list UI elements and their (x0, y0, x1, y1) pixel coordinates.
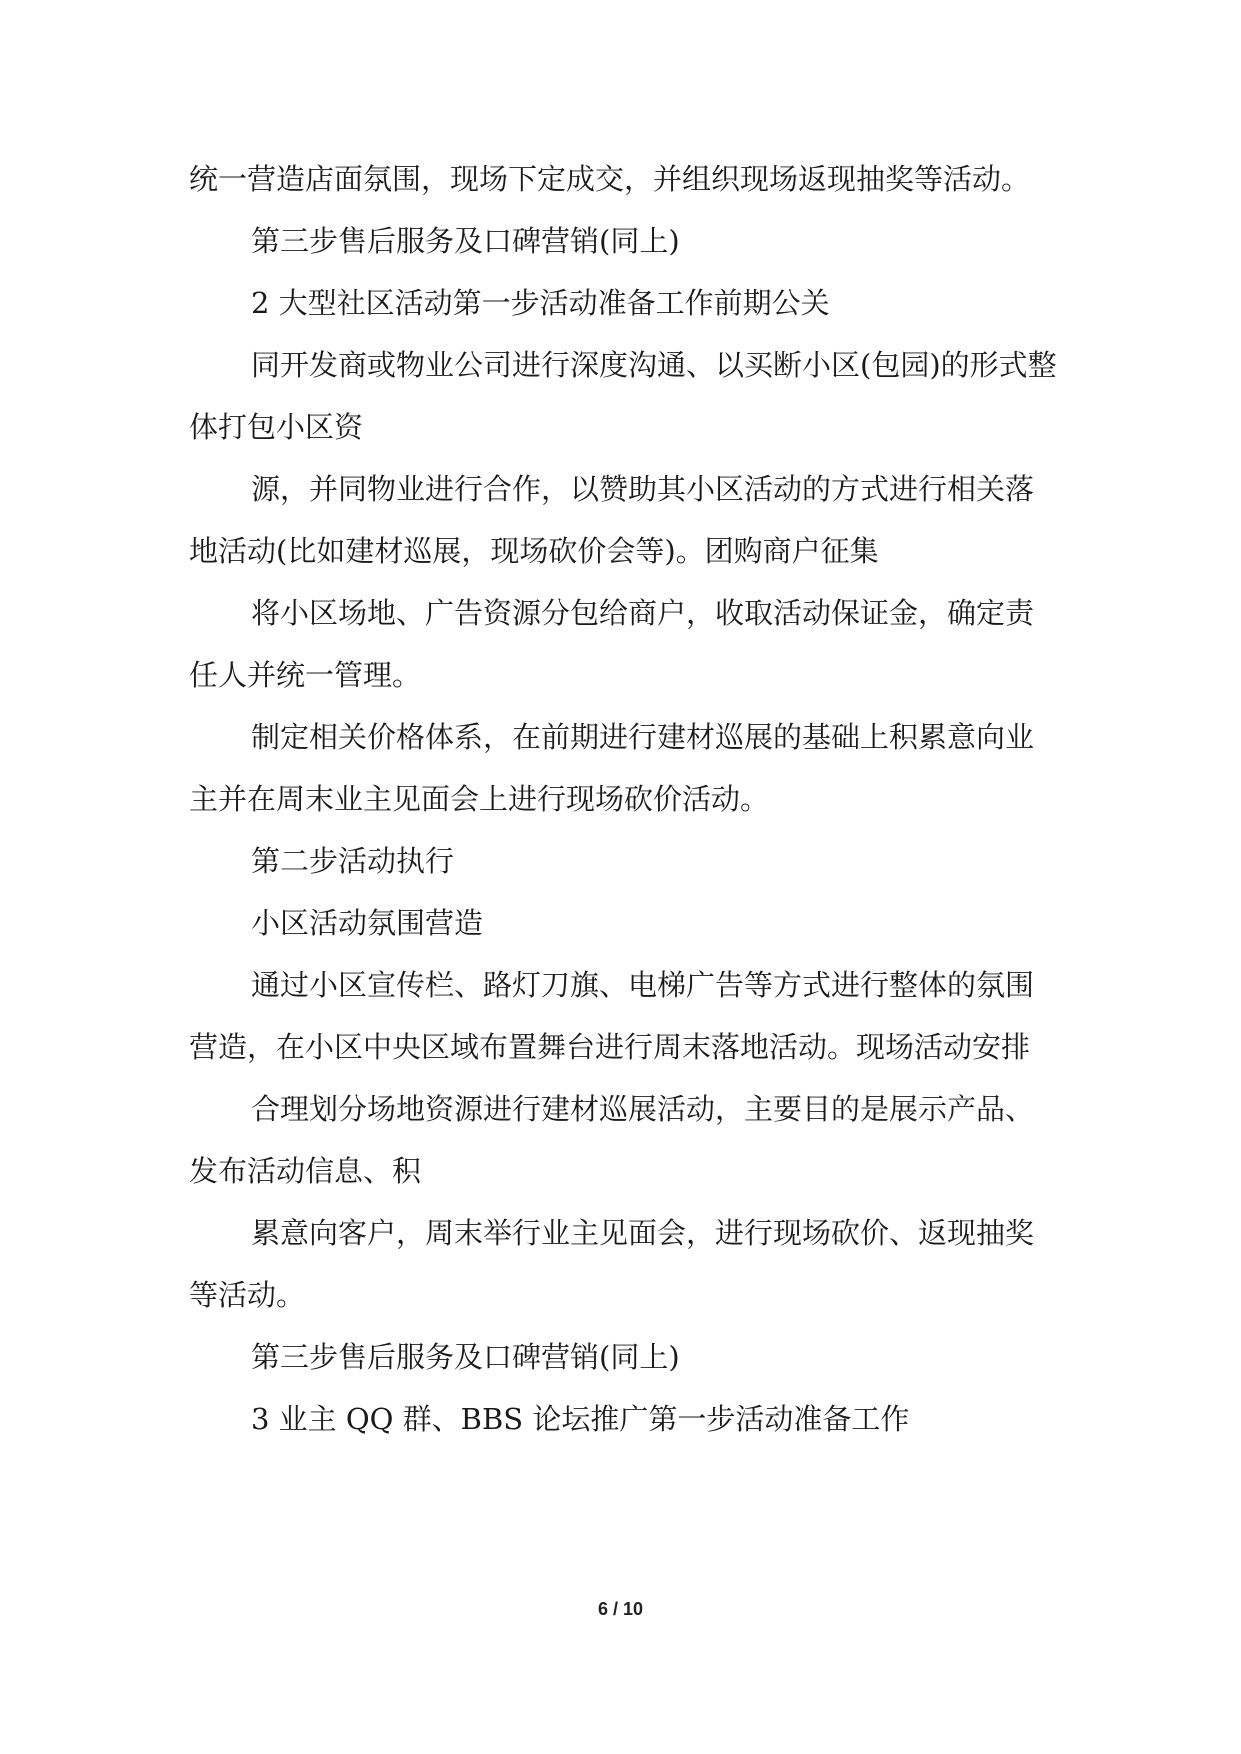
paragraph-12: 累意向客户，周末举行业主见面会，进行现场砍价、返现抽奖等活动。 (189, 1216, 1035, 1312)
paragraph-8: 第二步活动执行 (251, 844, 455, 878)
paragraph-14: 3 业主 QQ 群、BBS 论坛推广第一步活动准备工作 (251, 1402, 910, 1436)
paragraph-5: 源，并同物业进行合作，以赞助其小区活动的方式进行相关落地活动(比如建材巡展，现场砍价会等)。团购商户征集 (189, 472, 1035, 568)
paragraph-6: 将小区场地、广告资源分包给商户，收取活动保证金，确定责任人并统一管理。 (189, 596, 1035, 692)
paragraph-9: 小区活动氛围营造 (251, 906, 484, 940)
paragraph-4: 同开发商或物业公司进行深度沟通、以买断小区(包园)的形式整体打包小区资 (189, 348, 1057, 444)
paragraph-2: 第三步售后服务及口碑营销(同上) (251, 224, 680, 258)
paragraph-10: 通过小区宣传栏、路灯刀旗、电梯广告等方式进行整体的氛围营造，在小区中央区域布置舞台进行周末落地活动。现场活动安排 (189, 968, 1035, 1064)
paragraph-3: 2 大型社区活动第一步活动准备工作前期公关 (251, 286, 830, 320)
paragraph-1: 统一营造店面氛围，现场下定成交，并组织现场返现抽奖等活动。 (189, 162, 1031, 196)
paragraph-7: 制定相关价格体系，在前期进行建材巡展的基础上积累意向业主并在周末业主见面会上进行现场砍价活动。 (189, 720, 1035, 816)
paragraph-11: 合理划分场地资源进行建材巡展活动，主要目的是展示产品、发布活动信息、积 (189, 1092, 1035, 1188)
document-body (189, 148, 1059, 1450)
paragraph-13: 第三步售后服务及口碑营销(同上) (251, 1340, 680, 1374)
page-number: 6 / 10 (597, 1599, 644, 1619)
